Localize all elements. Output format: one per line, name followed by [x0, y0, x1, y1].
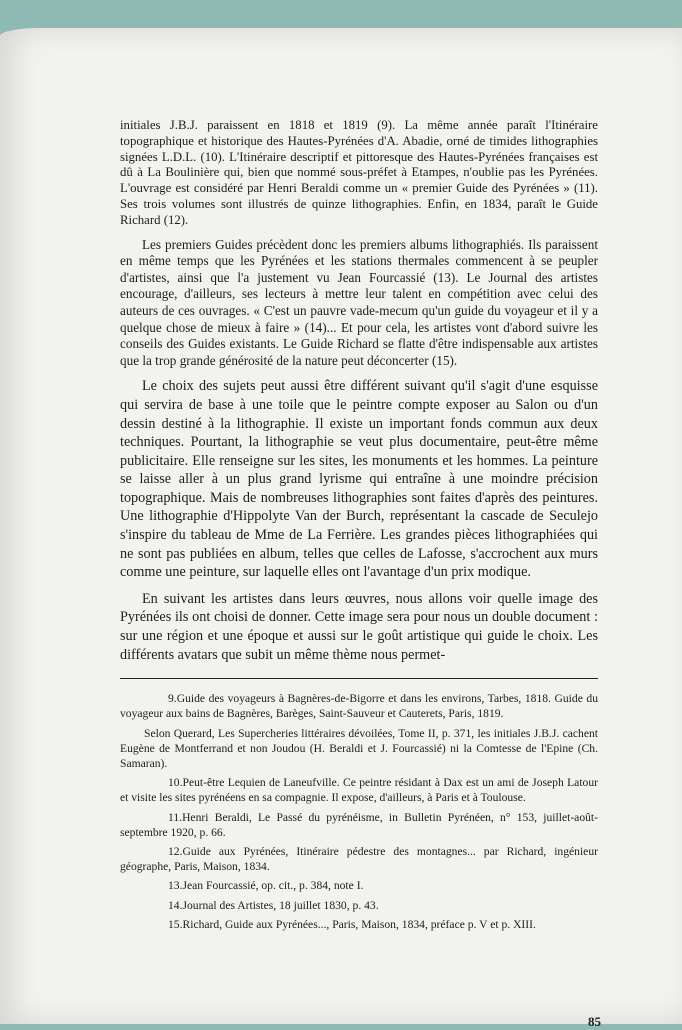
footnote-11 — [120, 810, 598, 840]
footnote-text: Guide des voyageurs à Bagnères-de-Bigorre et dans les environs, Tarbes, 1818. Guide du voyageur aux bains de Bagnères, Barèges, Saint-Sauveur et Cauterets, Paris, 1819. — [120, 692, 598, 721]
footnote-text: Journal des Artistes, 18 juillet 1830, p. 43. — [182, 898, 379, 912]
footnote-12 — [120, 844, 598, 874]
paragraph-2: Les premiers Guides précèdent donc les premiers albums lithographiés. Ils paraissent en même temps que les Pyrénées et les stations thermales commencent à se peupler d'artistes, ainsi que l'a justement vu Jean Fourcassié (13). Le Journal des artistes encourage, d'ailleurs, ses lecteurs à mettre leur talent en compétition avec celui des auteurs de ces ouvrages. « C'est un pauvre vade-mecum qu'un guide du voyageur et il y a quelque chose de mieux à faire » (14)... Et pour cela, les artistes vont d'abord suivre les conseils des Guides existants. Le Guide Richard se flatte d'être indispensable aux artistes que la trop grande générosité de la nature peut déconcerter (15). — [120, 236, 598, 368]
footnote-number: 13. — [168, 879, 183, 893]
footnote-10 — [120, 775, 598, 805]
footnote-number: 10. — [168, 776, 183, 790]
footnote-divider — [120, 678, 598, 679]
footnote-number: 15. — [168, 917, 183, 931]
footnote-9-continued — [120, 726, 598, 772]
footnote-13 — [120, 878, 598, 893]
footnote-text: Henri Beraldi, Le Passé du pyrénéisme, in Bulletin Pyrénéen, n° 153, juillet-août-septembre 1920, p. 66. — [120, 810, 598, 839]
footnotes — [120, 691, 598, 932]
footnote-text: Selon Querard, Les Supercheries littéraires dévoilées, Tome II, p. 371, les initiales J.B.J. cachent Eugène de Montferrand et non Joudou (H. Beraldi et J. Fourcassié) ni la Comtesse de l'Epine (Ch. Samaran). — [120, 726, 598, 771]
footnote-number: 11. — [168, 810, 183, 824]
footnote-text: Richard, Guide aux Pyrénées..., Paris, Maison, 1834, préface p. V et p. XIII. — [182, 917, 536, 931]
footnote-14 — [120, 898, 598, 913]
paragraph-4: En suivant les artistes dans leurs œuvres, nous allons voir quelle image des Pyrénées ils ont choisi de donner. Cette image sera pour nous un double document : sur une région et une époque et aussi sur le goût artistique qui guide le choix. Les différents avatars que subit un même thème nous permet- — [120, 590, 598, 663]
footnote-15 — [120, 917, 598, 932]
footnote-number: 14. — [168, 898, 183, 912]
page-number: 85 — [588, 1014, 601, 1029]
footnote-text: Peut-être Lequien de Laneufville. Ce peintre résidant à Dax est un ami de Joseph Latour et visite les sites pyrénéens en sa compagnie. Il expose, d'ailleurs, à Paris et à Toulouse. — [120, 776, 598, 805]
paragraph-3: Le choix des sujets peut aussi être différent suivant qu'il s'agit d'une esquisse qui servira de base à une toile que le peintre compte exposer au Salon ou d'un dessin destiné à la lithographie. Il existe un important fonds commun aux deux techniques. Pourtant, la lithographie se veut plus documentaire, peut-être même publicitaire. Elle renseigne sur les sites, les monuments et les hommes. La peinture se laisse aller à un plus grand lyrisme qui entraîne à une moindre précision topographique. Mais de nombreuses lithographies sont faites d'après des peintures. Une lithographie d'Hippolyte Van der Burch, représentant la cascade de Seculejo s'inspire du tableau de Mme de La Ferrière. Les grandes pièces lithographiées qui ne sont pas publiées en album, telles que celles de Lafosse, s'accrochent aux murs comme une peinture, sur laquelle elles ont l'avantage d'un prix modique. — [120, 378, 598, 581]
paragraph-1: initiales J.B.J. paraissent en 1818 et 1819 (9). La même année paraît l'Itinéraire topographique et historique des Hautes-Pyrénées d'A. Abadie, orné de timides lithographies signées L.D.L. (10). L'Itinéraire descriptif et pittoresque des Hautes-Pyrénées françaises est dû à La Boulinière qui, bien que nommé sous-préfet à Etampes, n'oublie pas les Pyrénées. L'ouvrage est considéré par Henri Beraldi comme un « premier Guide des Pyrénées » (11). Ses trois volumes sont illustrés de quinze lithographies. Enfin, en 1834, paraît le Guide Richard (12). — [120, 118, 598, 227]
footnote-text: Guide aux Pyrénées, Itinéraire pédestre des montagnes... par Richard, ingénieur géographe, Paris, Maison, 1834. — [120, 845, 598, 874]
page-content — [120, 118, 598, 936]
book-page — [0, 28, 682, 1029]
footnote-text: Jean Fourcassié, op. cit., p. 384, note I. — [182, 879, 364, 893]
footnote-number: 12. — [168, 845, 183, 859]
footnote-9 — [120, 691, 598, 721]
footnote-number: 9. — [168, 692, 177, 706]
